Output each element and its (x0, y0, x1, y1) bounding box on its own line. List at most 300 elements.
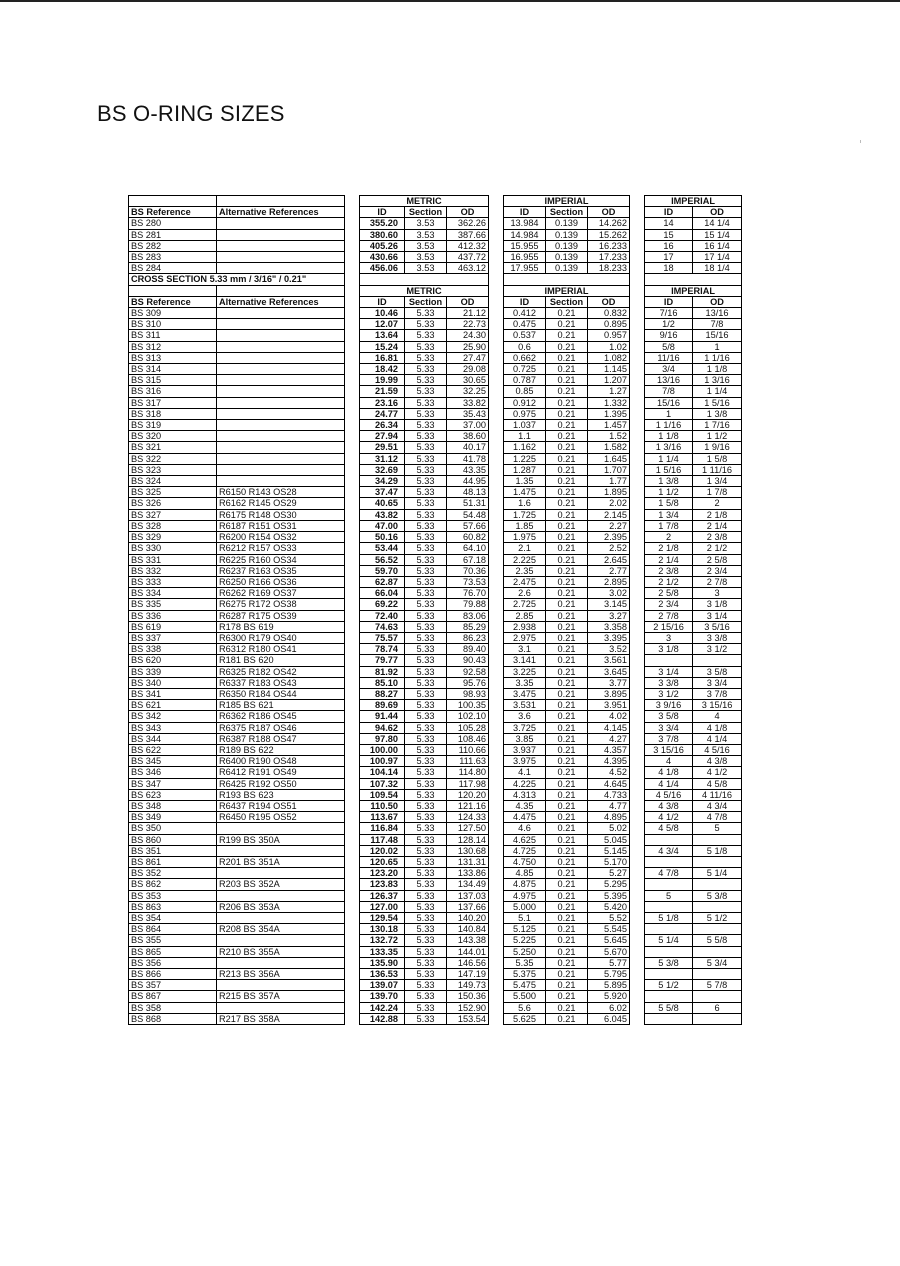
imperial-section-cell: 0.21 (546, 980, 588, 991)
metric-section-cell: 5.33 (405, 767, 447, 778)
imperial-id-cell: 3.225 (504, 666, 546, 677)
bs-reference-cell: BS 354 (129, 913, 217, 924)
fraction-id-cell (645, 924, 693, 935)
table-row (129, 890, 742, 901)
table-row (129, 644, 742, 655)
fraction-od-cell (693, 969, 742, 980)
table-row (129, 588, 742, 599)
metric-od-cell: 44.95 (447, 476, 489, 487)
imperial-section-cell: 0.21 (546, 408, 588, 419)
metric-od-cell: 143.38 (447, 935, 489, 946)
imperial-od-cell: 1.145 (588, 364, 630, 375)
metric-id-cell: 15.24 (360, 341, 405, 352)
imperial-id-cell: 1.975 (504, 532, 546, 543)
alt-references-cell (217, 330, 345, 341)
alt-references-cell: R6450 R195 OS52 (217, 812, 345, 823)
bs-reference-cell: BS 318 (129, 408, 217, 419)
fraction-od-cell: 14 1/4 (693, 218, 742, 229)
imperial-od-cell: 5.77 (588, 957, 630, 968)
metric-od-cell: 32.25 (447, 386, 489, 397)
imperial-id-cell: 0.537 (504, 330, 546, 341)
alt-references-cell (217, 453, 345, 464)
imperial-id-cell: 5.375 (504, 969, 546, 980)
table-row (129, 420, 742, 431)
alt-references-cell: R210 BS 355A (217, 946, 345, 957)
imperial-id-cell: 2.475 (504, 576, 546, 587)
metric-id-cell: 85.10 (360, 677, 405, 688)
table-row (129, 599, 742, 610)
metric-section-cell: 5.33 (405, 644, 447, 655)
table-row (129, 252, 742, 263)
metric-section-cell: 5.33 (405, 789, 447, 800)
table-row (129, 767, 742, 778)
table-row (129, 711, 742, 722)
metric-id-cell: 139.70 (360, 991, 405, 1002)
fraction-od-cell: 1 (693, 341, 742, 352)
metric-section-cell: 5.33 (405, 352, 447, 363)
alt-references-cell: R181 BS 620 (217, 655, 345, 666)
fraction-od-cell (693, 834, 742, 845)
alt-references-cell: R6225 R160 OS34 (217, 554, 345, 565)
table-row (129, 453, 742, 464)
metric-od-cell: 57.66 (447, 520, 489, 531)
alt-references-cell (217, 218, 345, 229)
fraction-od-cell (693, 655, 742, 666)
imperial-section-cell: 0.21 (546, 352, 588, 363)
fraction-od-cell: 4 3/8 (693, 756, 742, 767)
bs-reference-cell: BS 332 (129, 565, 217, 576)
alt-references-cell: R6425 R192 OS50 (217, 778, 345, 789)
fraction-id-cell: 2 5/8 (645, 588, 693, 599)
fraction-od-cell: 4 5/16 (693, 744, 742, 755)
fraction-id-cell: 5 5/8 (645, 1002, 693, 1013)
alt-references-cell: R6400 R190 OS48 (217, 756, 345, 767)
metric-od-cell: 147.19 (447, 969, 489, 980)
bs-reference-cell: BS 356 (129, 957, 217, 968)
fraction-od-cell: 1 7/16 (693, 420, 742, 431)
imperial-section-cell: 0.21 (546, 498, 588, 509)
metric-id-cell: 113.67 (360, 812, 405, 823)
metric-id-cell: 31.12 (360, 453, 405, 464)
imperial-id-cell: 3.531 (504, 700, 546, 711)
metric-section-cell: 5.33 (405, 991, 447, 1002)
bs-reference-cell: BS 311 (129, 330, 217, 341)
fraction-od-cell: 3 1/8 (693, 599, 742, 610)
imperial-od-cell: 0.957 (588, 330, 630, 341)
metric-od-cell: 54.48 (447, 509, 489, 520)
alt-references-cell: R213 BS 356A (217, 969, 345, 980)
imperial-id-cell: 5.500 (504, 991, 546, 1002)
alt-references-cell: R6337 R183 OS43 (217, 677, 345, 688)
imperial-od-cell: 3.02 (588, 588, 630, 599)
column-header-row (129, 207, 742, 218)
metric-id-cell: 24.77 (360, 408, 405, 419)
table-row (129, 935, 742, 946)
imperial-od-cell: 2.895 (588, 576, 630, 587)
alt-references-cell (217, 341, 345, 352)
metric-od-cell: 137.03 (447, 890, 489, 901)
imperial-id-cell: 15.955 (504, 240, 546, 251)
fraction-id-cell: 7/16 (645, 308, 693, 319)
bs-reference-cell: BS 623 (129, 789, 217, 800)
imperial-od-cell: 6.045 (588, 1013, 630, 1024)
imperial-section-cell: 0.21 (546, 778, 588, 789)
bs-reference-cell: BS 335 (129, 599, 217, 610)
fraction-id-cell (645, 991, 693, 1002)
fraction-id-cell: 4 7/8 (645, 868, 693, 879)
bs-reference-cell: BS 333 (129, 576, 217, 587)
imperial-id-cell: 2.938 (504, 621, 546, 632)
table-row (129, 834, 742, 845)
imperial-section-cell: 0.21 (546, 856, 588, 867)
table-row (129, 744, 742, 755)
imperial-od-cell: 15.262 (588, 229, 630, 240)
alt-references-cell (217, 913, 345, 924)
metric-od-cell: 110.66 (447, 744, 489, 755)
metric-od-cell: 120.20 (447, 789, 489, 800)
imperial-fraction-group-header: IMPERIAL (645, 285, 742, 296)
fraction-id-cell: 4 5/16 (645, 789, 693, 800)
table-row (129, 980, 742, 991)
metric-section-cell: 5.33 (405, 464, 447, 475)
bs-reference-cell: BS 358 (129, 1002, 217, 1013)
imperial-id-cell: 3.725 (504, 722, 546, 733)
imperial-section-cell: 0.21 (546, 823, 588, 834)
metric-section-cell: 5.33 (405, 800, 447, 811)
alt-references-cell: R208 BS 354A (217, 924, 345, 935)
alt-references-cell: R6350 R184 OS44 (217, 688, 345, 699)
metric-id-cell: 74.63 (360, 621, 405, 632)
metric-section-cell: 5.33 (405, 599, 447, 610)
metric-od-cell: 35.43 (447, 408, 489, 419)
fraction-od-cell (693, 946, 742, 957)
imperial-id-cell: 1.6 (504, 498, 546, 509)
metric-section-cell: 5.33 (405, 1002, 447, 1013)
fraction-id-cell: 4 1/4 (645, 778, 693, 789)
fraction-id-cell: 15/16 (645, 397, 693, 408)
fraction-od-header: OD (693, 296, 742, 307)
metric-od-cell: 153.54 (447, 1013, 489, 1024)
table-row (129, 576, 742, 587)
metric-section-cell: 5.33 (405, 733, 447, 744)
metric-id-cell: 130.18 (360, 924, 405, 935)
imperial-od-cell: 3.77 (588, 677, 630, 688)
fraction-od-cell: 7/8 (693, 319, 742, 330)
bs-reference-cell: BS 350 (129, 823, 217, 834)
fraction-id-cell: 2 15/16 (645, 621, 693, 632)
table-body-353 (129, 196, 742, 274)
fraction-od-cell: 3 7/8 (693, 688, 742, 699)
metric-section-cell: 5.33 (405, 812, 447, 823)
metric-section-cell: 5.33 (405, 980, 447, 991)
fraction-od-cell: 3 15/16 (693, 700, 742, 711)
metric-section-cell: 5.33 (405, 621, 447, 632)
imperial-section-cell: 0.21 (546, 476, 588, 487)
bs-reference-cell: BS 866 (129, 969, 217, 980)
imperial-od-cell: 5.795 (588, 969, 630, 980)
imperial-od-cell: 4.145 (588, 722, 630, 733)
imperial-od-cell: 3.27 (588, 610, 630, 621)
imperial-section-cell: 0.21 (546, 644, 588, 655)
fraction-id-cell: 1 7/8 (645, 520, 693, 531)
table-row (129, 330, 742, 341)
table-row (129, 476, 742, 487)
metric-id-cell: 26.34 (360, 420, 405, 431)
fraction-id-cell: 3 1/2 (645, 688, 693, 699)
metric-od-cell: 124.33 (447, 812, 489, 823)
bs-reference-cell: BS 328 (129, 520, 217, 531)
imperial-od-cell: 4.52 (588, 767, 630, 778)
metric-od-cell: 117.98 (447, 778, 489, 789)
metric-od-cell: 24.30 (447, 330, 489, 341)
imperial-id-cell: 2.725 (504, 599, 546, 610)
fraction-id-cell: 2 1/4 (645, 554, 693, 565)
imperial-section-cell: 0.21 (546, 386, 588, 397)
bs-reference-cell: BS 309 (129, 308, 217, 319)
fraction-id-cell: 2 3/8 (645, 565, 693, 576)
table-row (129, 913, 742, 924)
metric-id-cell: 100.97 (360, 756, 405, 767)
table-row (129, 520, 742, 531)
bs-reference-cell: BS 313 (129, 352, 217, 363)
imperial-id-cell: 3.1 (504, 644, 546, 655)
alt-references-cell: R6212 R157 OS33 (217, 543, 345, 554)
imperial-section-cell: 0.21 (546, 576, 588, 587)
metric-section-cell: 5.33 (405, 610, 447, 621)
fraction-id-cell: 1 3/16 (645, 442, 693, 453)
imperial-section-cell: 0.21 (546, 364, 588, 375)
metric-section-header: Section (405, 207, 447, 218)
fraction-od-cell: 2 (693, 498, 742, 509)
imperial-od-cell: 3.645 (588, 666, 630, 677)
bs-reference-cell: BS 860 (129, 834, 217, 845)
metric-section-cell: 5.33 (405, 655, 447, 666)
fraction-id-cell: 4 3/4 (645, 845, 693, 856)
bs-reference-cell: BS 312 (129, 341, 217, 352)
fraction-id-cell: 7/8 (645, 386, 693, 397)
metric-section-cell: 5.33 (405, 364, 447, 375)
alt-references-cell (217, 442, 345, 453)
alt-references-cell: R185 BS 621 (217, 700, 345, 711)
fraction-od-cell: 4 3/4 (693, 800, 742, 811)
fraction-id-cell: 17 (645, 252, 693, 263)
imperial-od-cell: 5.420 (588, 901, 630, 912)
fraction-id-cell: 3 5/8 (645, 711, 693, 722)
bs-reference-cell: BS 325 (129, 487, 217, 498)
imperial-section-cell: 0.21 (546, 375, 588, 386)
alt-references-cell (217, 319, 345, 330)
metric-section-cell: 5.33 (405, 565, 447, 576)
cross-section-title-row (129, 274, 742, 285)
imperial-id-cell: 5.625 (504, 1013, 546, 1024)
imperial-od-cell: 2.02 (588, 498, 630, 509)
fraction-od-cell: 3 3/4 (693, 677, 742, 688)
imperial-fraction-group-header: IMPERIAL (645, 196, 742, 207)
alt-references-cell: R6362 R186 OS45 (217, 711, 345, 722)
imperial-od-cell: 0.832 (588, 308, 630, 319)
imperial-section-cell: 0.21 (546, 431, 588, 442)
alt-references-cell: R6187 R151 OS31 (217, 520, 345, 531)
imperial-od-cell: 4.27 (588, 733, 630, 744)
metric-id-cell: 123.83 (360, 879, 405, 890)
imperial-od-cell: 4.02 (588, 711, 630, 722)
fraction-od-cell (693, 924, 742, 935)
table-row (129, 565, 742, 576)
metric-od-cell: 38.60 (447, 431, 489, 442)
metric-id-cell: 13.64 (360, 330, 405, 341)
fraction-id-cell: 1 1/4 (645, 453, 693, 464)
fraction-id-cell: 3 9/16 (645, 700, 693, 711)
imperial-od-cell: 2.77 (588, 565, 630, 576)
imperial-od-cell: 5.045 (588, 834, 630, 845)
imperial-od-cell: 3.561 (588, 655, 630, 666)
bs-reference-cell: BS 868 (129, 1013, 217, 1024)
imperial-section-cell: 0.139 (546, 252, 588, 263)
imperial-id-cell: 4.1 (504, 767, 546, 778)
metric-od-cell: 76.70 (447, 588, 489, 599)
table-row (129, 700, 742, 711)
table-row (129, 677, 742, 688)
metric-od-cell: 79.88 (447, 599, 489, 610)
cross-section-block (129, 274, 742, 308)
fraction-od-cell: 15/16 (693, 330, 742, 341)
fraction-id-cell: 2 7/8 (645, 610, 693, 621)
imperial-id-cell: 3.975 (504, 756, 546, 767)
imperial-od-cell: 2.645 (588, 554, 630, 565)
fraction-id-cell: 14 (645, 218, 693, 229)
alt-references-cell: R6375 R187 OS46 (217, 722, 345, 733)
imperial-section-cell: 0.21 (546, 733, 588, 744)
table-row (129, 408, 742, 419)
imperial-id-cell: 2.975 (504, 632, 546, 643)
bs-reference-cell: BS 314 (129, 364, 217, 375)
metric-id-cell: 40.65 (360, 498, 405, 509)
fraction-od-cell: 2 1/2 (693, 543, 742, 554)
fraction-id-cell: 3 1/8 (645, 644, 693, 655)
imperial-od-cell: 5.170 (588, 856, 630, 867)
metric-section-cell: 5.33 (405, 834, 447, 845)
imperial-group-header: IMPERIAL (504, 285, 630, 296)
metric-od-cell: 85.29 (447, 621, 489, 632)
imperial-section-cell: 0.21 (546, 632, 588, 643)
metric-section-cell: 5.33 (405, 420, 447, 431)
alt-references-cell: R178 BS 619 (217, 621, 345, 632)
imperial-id-cell: 2.1 (504, 543, 546, 554)
metric-section-cell: 5.33 (405, 1013, 447, 1024)
alt-references-cell (217, 823, 345, 834)
fraction-id-cell: 3 1/4 (645, 666, 693, 677)
imperial-id-cell: 5.225 (504, 935, 546, 946)
fraction-od-cell (693, 1013, 742, 1024)
fraction-id-cell (645, 1013, 693, 1024)
metric-section-cell: 5.33 (405, 879, 447, 890)
alt-references-cell (217, 229, 345, 240)
alt-references-header: Alternative References (217, 296, 345, 307)
fraction-id-cell: 15 (645, 229, 693, 240)
metric-section-cell: 5.33 (405, 397, 447, 408)
imperial-id-cell: 13.984 (504, 218, 546, 229)
fraction-id-cell: 1 1/8 (645, 431, 693, 442)
fraction-od-cell: 1 3/4 (693, 476, 742, 487)
fraction-id-cell: 1/2 (645, 319, 693, 330)
imperial-od-cell: 14.262 (588, 218, 630, 229)
imperial-section-cell: 0.21 (546, 800, 588, 811)
metric-od-cell: 73.53 (447, 576, 489, 587)
alt-references-cell: R6275 R172 OS38 (217, 599, 345, 610)
bs-reference-cell: BS 281 (129, 229, 217, 240)
metric-section-cell: 5.33 (405, 924, 447, 935)
metric-section-cell: 5.33 (405, 688, 447, 699)
metric-section-cell: 3.53 (405, 229, 447, 240)
fraction-id-cell: 4 5/8 (645, 823, 693, 834)
metric-id-cell: 29.51 (360, 442, 405, 453)
metric-od-cell: 92.58 (447, 666, 489, 677)
imperial-section-cell: 0.21 (546, 688, 588, 699)
metric-od-cell: 150.36 (447, 991, 489, 1002)
fraction-od-cell: 4 1/4 (693, 733, 742, 744)
alt-references-cell (217, 375, 345, 386)
imperial-section-cell: 0.21 (546, 532, 588, 543)
metric-section-cell: 5.33 (405, 632, 447, 643)
table-row (129, 756, 742, 767)
fraction-od-cell: 2 7/8 (693, 576, 742, 587)
metric-section-cell: 5.33 (405, 935, 447, 946)
fraction-od-cell: 5 7/8 (693, 980, 742, 991)
fraction-id-cell (645, 834, 693, 845)
fraction-id-cell (645, 969, 693, 980)
fraction-od-cell: 4 5/8 (693, 778, 742, 789)
table-row (129, 868, 742, 879)
fraction-od-cell: 2 5/8 (693, 554, 742, 565)
bs-reference-cell: BS 326 (129, 498, 217, 509)
bs-reference-cell: BS 345 (129, 756, 217, 767)
table-row (129, 823, 742, 834)
metric-od-header: OD (447, 296, 489, 307)
table-row (129, 969, 742, 980)
bs-reference-cell: BS 352 (129, 868, 217, 879)
metric-id-cell: 32.69 (360, 464, 405, 475)
fraction-id-cell: 3 15/16 (645, 744, 693, 755)
imperial-id-cell: 14.984 (504, 229, 546, 240)
fraction-id-cell: 2 3/4 (645, 599, 693, 610)
fraction-od-cell: 13/16 (693, 308, 742, 319)
fraction-od-cell: 4 (693, 711, 742, 722)
fraction-id-cell: 5 1/2 (645, 980, 693, 991)
fraction-od-cell: 16 1/4 (693, 240, 742, 251)
bs-reference-cell: BS 342 (129, 711, 217, 722)
fraction-id-cell (645, 901, 693, 912)
fraction-od-cell (693, 856, 742, 867)
imperial-id-cell: 0.6 (504, 341, 546, 352)
fraction-id-cell: 4 1/2 (645, 812, 693, 823)
metric-section-cell: 5.33 (405, 487, 447, 498)
imperial-section-cell: 0.21 (546, 621, 588, 632)
imperial-section-cell: 0.21 (546, 722, 588, 733)
metric-section-cell: 5.33 (405, 778, 447, 789)
metric-od-cell: 37.00 (447, 420, 489, 431)
imperial-id-cell: 4.625 (504, 834, 546, 845)
imperial-od-cell: 4.895 (588, 812, 630, 823)
metric-section-cell: 3.53 (405, 252, 447, 263)
metric-od-cell: 89.40 (447, 644, 489, 655)
fraction-od-cell: 4 1/2 (693, 767, 742, 778)
table-row (129, 229, 742, 240)
bs-reference-cell: BS 619 (129, 621, 217, 632)
metric-od-cell: 105.28 (447, 722, 489, 733)
bs-reference-cell: BS 620 (129, 655, 217, 666)
imperial-id-cell: 4.975 (504, 890, 546, 901)
fraction-id-cell: 5 1/4 (645, 935, 693, 946)
